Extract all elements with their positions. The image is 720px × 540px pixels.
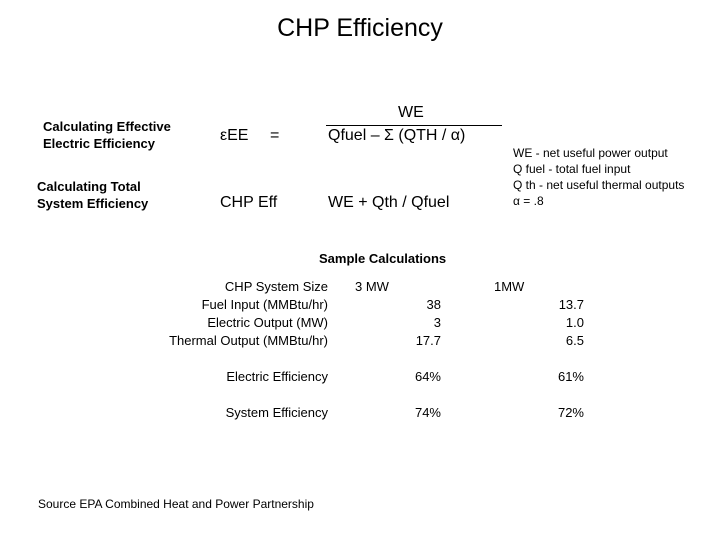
table-row — [140, 295, 584, 313]
table-header-row — [140, 277, 584, 295]
table-row-system-efficiency — [140, 403, 584, 421]
table-cell: Electric Efficiency — [226, 368, 328, 384]
total-label-line1: Calculating Total — [37, 179, 141, 194]
source-note: Source EPA Combined Heat and Power Partnership — [38, 497, 314, 511]
table-cell: 17.7 — [415, 332, 441, 348]
legend-item: WE - net useful power output — [513, 146, 668, 160]
table-row-electric-efficiency — [140, 367, 584, 385]
legend-item: α = .8 — [513, 194, 544, 208]
sample-calculations-title: Sample Calculations — [319, 251, 447, 266]
table-cell: Thermal Output (MMBtu/hr) — [169, 332, 328, 348]
table-cell: 72% — [557, 404, 584, 420]
total-lhs: CHP Eff — [220, 194, 278, 211]
table-cell: System Efficiency — [225, 404, 328, 420]
table-cell: 1MW — [494, 278, 525, 294]
table-row — [140, 331, 584, 349]
variable-legend — [513, 145, 684, 209]
table-cell: 3 MW — [355, 278, 389, 294]
effective-denominator: Qfuel – Σ (QTH / α) — [328, 127, 466, 144]
sample-calculations-table — [140, 277, 584, 421]
page-title: CHP Efficiency — [277, 14, 443, 42]
table-cell: 64% — [414, 368, 441, 384]
effective-numerator: WE — [398, 104, 424, 121]
table-row — [140, 313, 584, 331]
total-rhs: WE + Qth / Qfuel — [328, 194, 450, 211]
table-cell: 38 — [426, 296, 441, 312]
spacer-row — [140, 385, 584, 403]
table-cell: CHP System Size — [224, 278, 328, 294]
effective-lhs: εEE — [220, 127, 249, 144]
effective-label-line1: Calculating Effective — [43, 119, 171, 134]
table-cell: Electric Output (MW) — [207, 314, 328, 330]
total-label-line2: System Efficiency — [37, 196, 149, 211]
table-cell: 74% — [414, 404, 441, 420]
effective-label-line2: Electric Efficiency — [43, 136, 155, 151]
legend-item: Q th - net useful thermal outputs — [513, 178, 685, 192]
effective-efficiency-label — [43, 118, 171, 152]
table-cell: Fuel Input (MMBtu/hr) — [201, 296, 328, 312]
legend-item: Q fuel - total fuel input — [513, 162, 631, 176]
total-efficiency-label — [37, 178, 148, 212]
spacer-row — [140, 349, 584, 367]
table-cell: 61% — [557, 368, 584, 384]
table-cell: 1.0 — [565, 314, 584, 330]
fraction-line — [326, 125, 502, 126]
table-cell: 3 — [433, 314, 441, 330]
table-cell: 13.7 — [558, 296, 584, 312]
table-cell: 6.5 — [565, 332, 584, 348]
effective-equals: = — [270, 127, 280, 144]
